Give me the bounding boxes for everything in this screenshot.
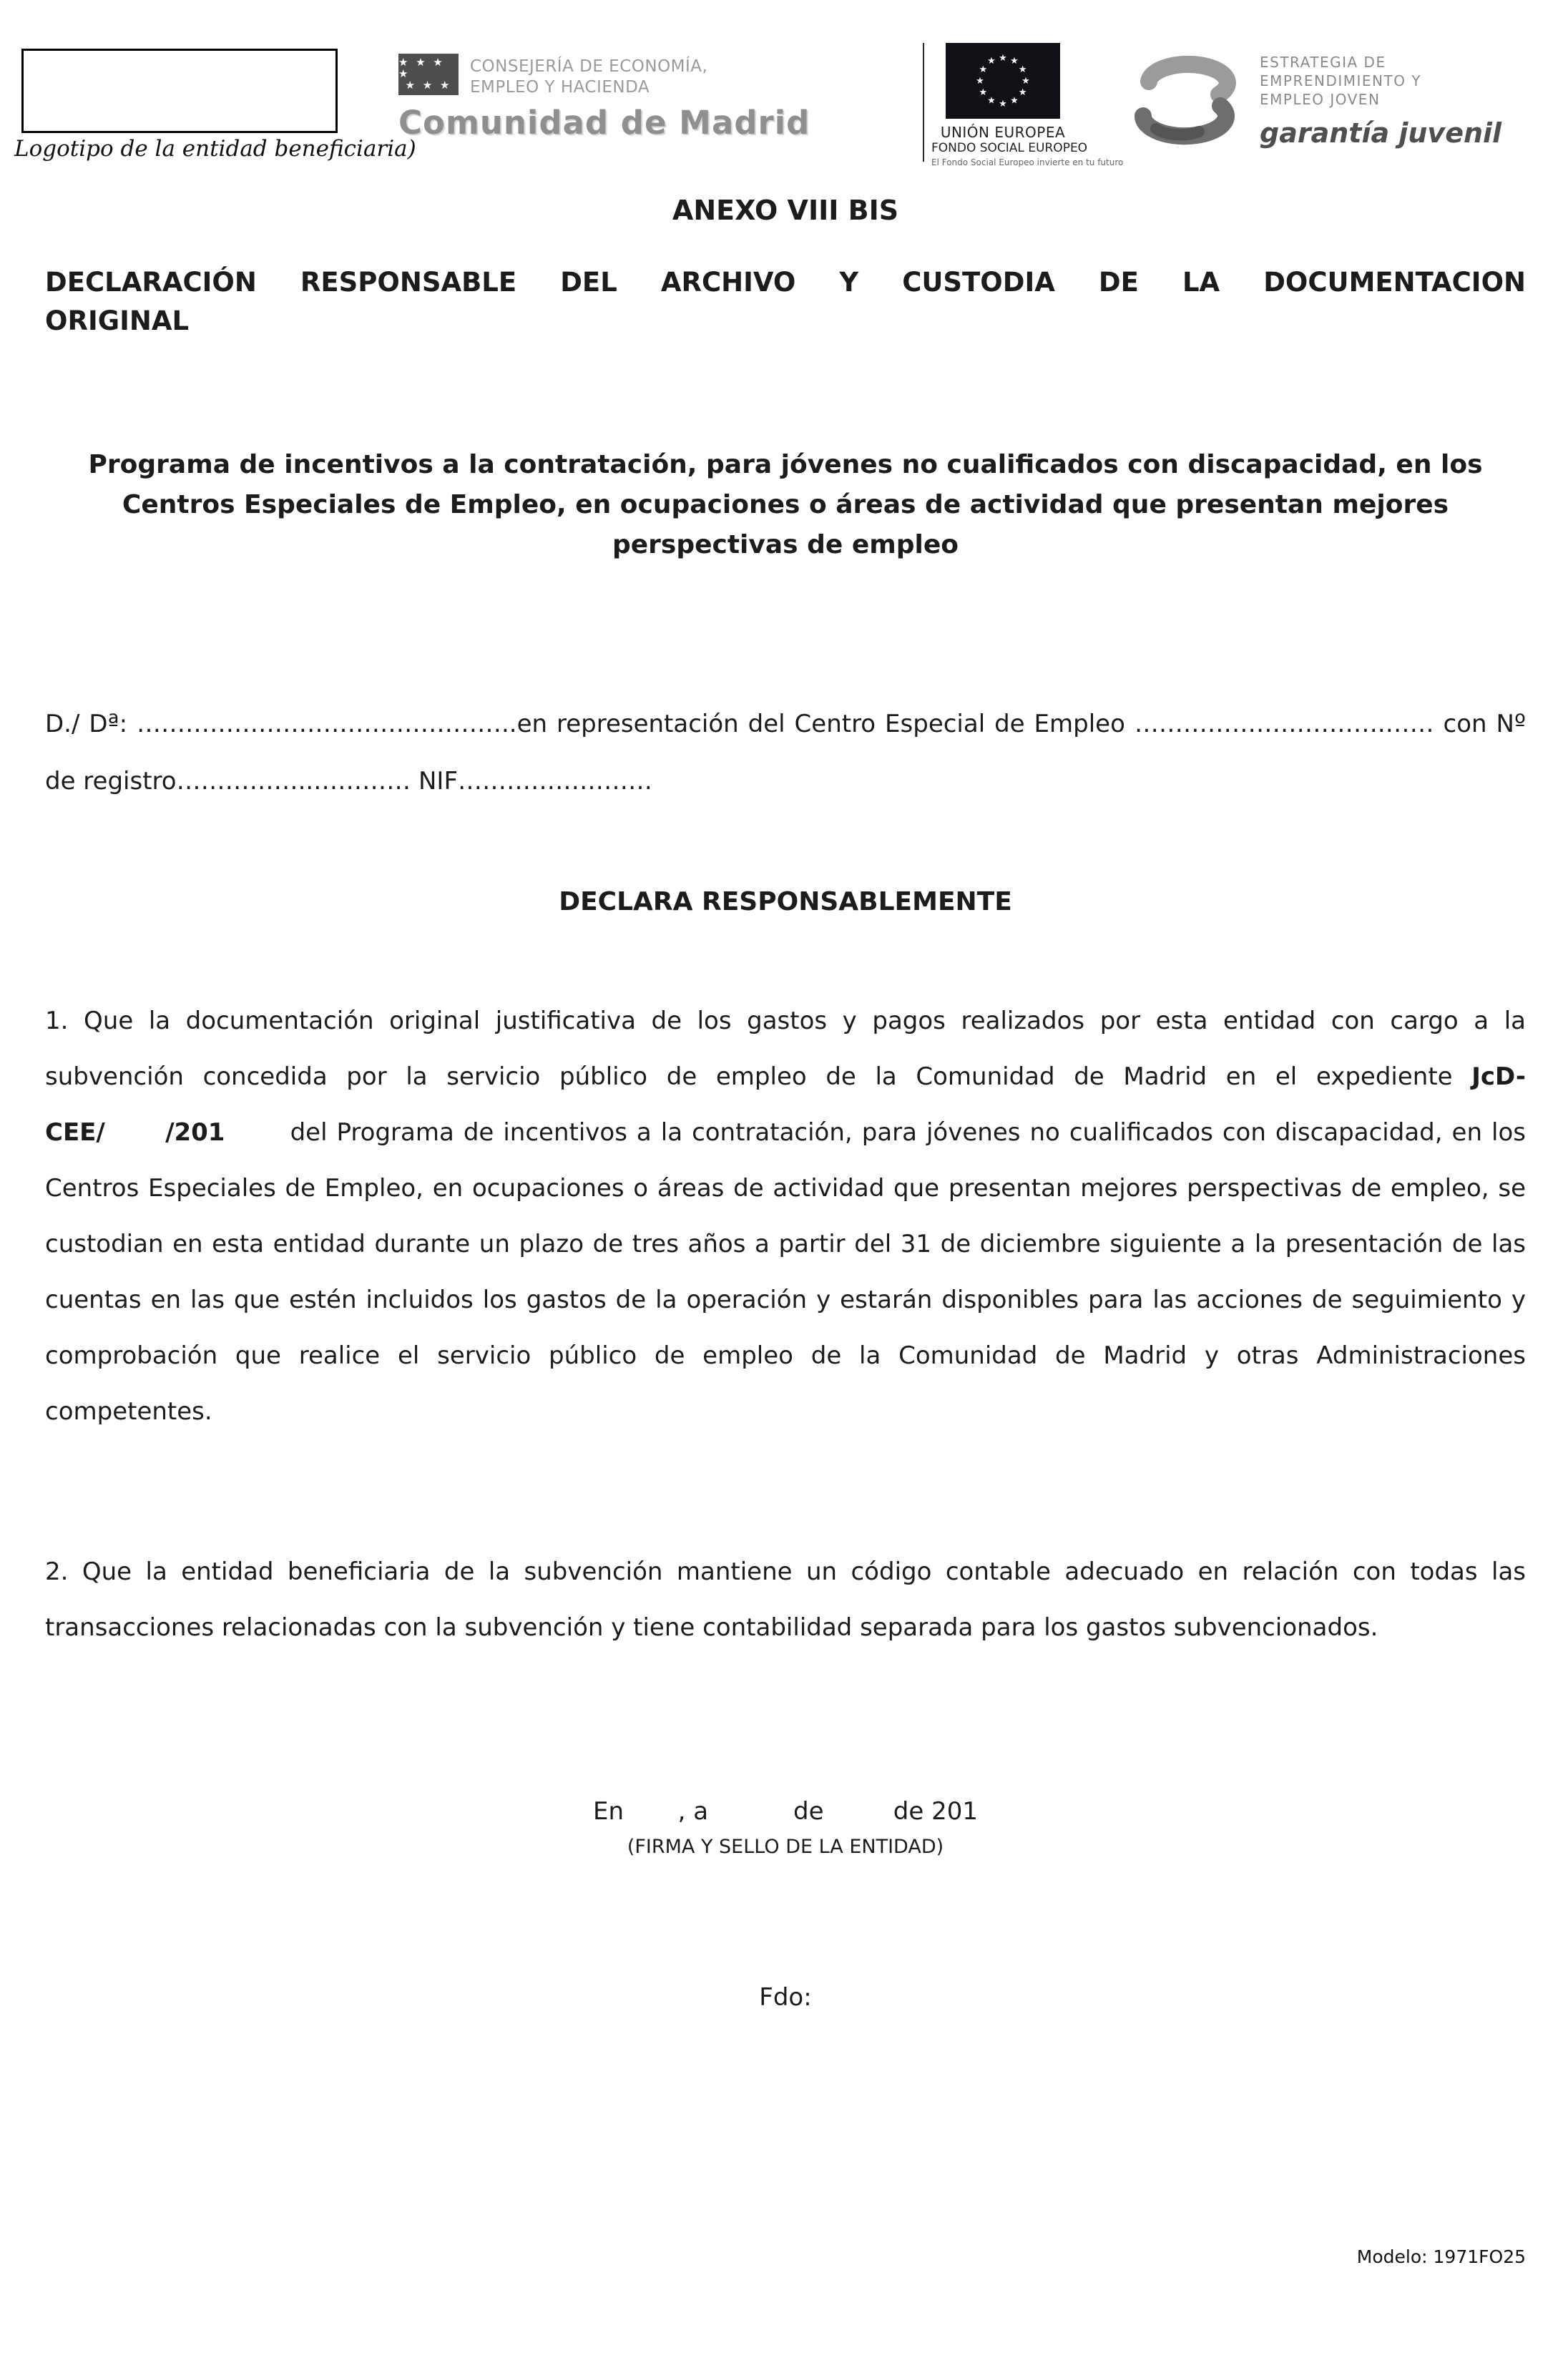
gj-strategy-line: EMPLEO JOVEN (1260, 91, 1381, 108)
gj-brand-label: garantía juvenil (1260, 117, 1502, 149)
svg-text:★: ★ (987, 95, 996, 107)
svg-text:★: ★ (979, 87, 988, 98)
eu-logo (931, 43, 1124, 167)
svg-text:★: ★ (1021, 76, 1030, 87)
eu-union-label: UNIÓN EUROPEA (940, 124, 1066, 141)
clause-2: 2. Que la entidad beneficiaria de la subvención mantiene un código contable adecuado en relación con todas las transacciones relacionadas con la subvención y tiene contabilidad separada para los gastos subvencionados. (45, 1557, 1526, 1642)
model-number: Modelo: 1971FO25 (1356, 2246, 1526, 2267)
swirl-icon (1113, 52, 1245, 155)
svg-text:★: ★ (999, 53, 1007, 64)
comunidad-madrid-logo (398, 54, 810, 142)
beneficiary-logo-box (21, 49, 338, 133)
svg-text:★: ★ (1018, 64, 1027, 75)
signature-note: (FIRMA Y SELLO DE LA ENTIDAD) (627, 1836, 944, 1858)
signed-label: Fdo: (759, 1983, 812, 2012)
gj-strategy-line: EMPRENDIMIENTO Y (1260, 72, 1422, 89)
gj-strategy-line: ESTRATEGIA DE (1260, 54, 1386, 71)
madrid-flag-icon: ★ ★ ★ ★ ★ ★ ★ (398, 54, 459, 95)
document-title: ANEXO VIII BIS (672, 195, 899, 226)
clause-1-text: 1. Que la documentación original justificativa de los gastos y pagos realizados por esta entidad con cargo a la subvención concedida por la servicio público de empleo de la Comunidad de Madrid en el expediente (45, 1007, 1526, 1091)
svg-text:★: ★ (999, 99, 1007, 109)
declarant-line: D./ Dª: ………………………………………..en representación del Centro Especial de Empleo ………………………….…… con Nº de registro……………..………… NIF…………………… (45, 710, 1526, 796)
program-heading: Programa de incentivos a la contratación, para jóvenes no cualificados con discapacidad, en los Centros Especiales de Empleo, en ocupaciones o áreas de actividad que presentan mejores perspectivas de empleo (88, 450, 1483, 559)
svg-text:★: ★ (1010, 56, 1019, 67)
document-heading-line2: ORIGINAL (45, 305, 190, 336)
clause-1 (45, 993, 1526, 1439)
svg-text:★: ★ (1018, 87, 1027, 98)
cam-name-label: Comunidad de Madrid (398, 103, 810, 142)
eu-flag-icon (946, 43, 1060, 122)
cam-department-label: CONSEJERÍA DE ECONOMÍA, EMPLEO Y HACIENDA (470, 57, 708, 97)
clause-1-text-cont: del Programa de incentivos a la contratación, para jóvenes no cualificados con discapacidad, en los Centros Especiales de Empleo, en ocupaciones o áreas de actividad que presentan mejores perspectivas de empleo, se custodian en esta entidad durante un plazo de tres años a partir del 31 de diciembre siguiente a la presentación de las cuentas en las que estén incluidos los gastos de la operación y estarán disponibles para las acciones de seguimiento y comprobación que realice el servicio público de empleo de la Comunidad de Madrid y otras Administraciones competentes. (45, 1118, 1526, 1426)
gj-text-block (1260, 52, 1501, 155)
svg-text:★: ★ (1010, 95, 1019, 107)
document-heading-line1: DECLARACIÓN RESPONSABLE DEL ARCHIVO Y CUSTODIA DE LA DOCUMENTACION (45, 267, 1526, 298)
beneficiary-logo-caption: Logotipo de la entidad beneficiaria) (14, 136, 416, 162)
svg-text:★: ★ (979, 64, 988, 75)
document-heading (45, 263, 1526, 341)
header-divider (923, 43, 924, 162)
expediente-code: JcD-CEE/ /201 (45, 1062, 1526, 1147)
eu-fund-label: FONDO SOCIAL EUROPEO (931, 141, 1088, 155)
date-line: En , a de de 201 (593, 1797, 978, 1826)
declares-heading: DECLARA RESPONSABLEMENTE (559, 887, 1012, 916)
svg-text:★: ★ (976, 76, 984, 87)
garantia-juvenil-logo (1113, 52, 1501, 155)
svg-text:★: ★ (987, 56, 996, 67)
eu-tagline: El Fondo Social Europeo invierte en tu futuro (931, 157, 1124, 167)
